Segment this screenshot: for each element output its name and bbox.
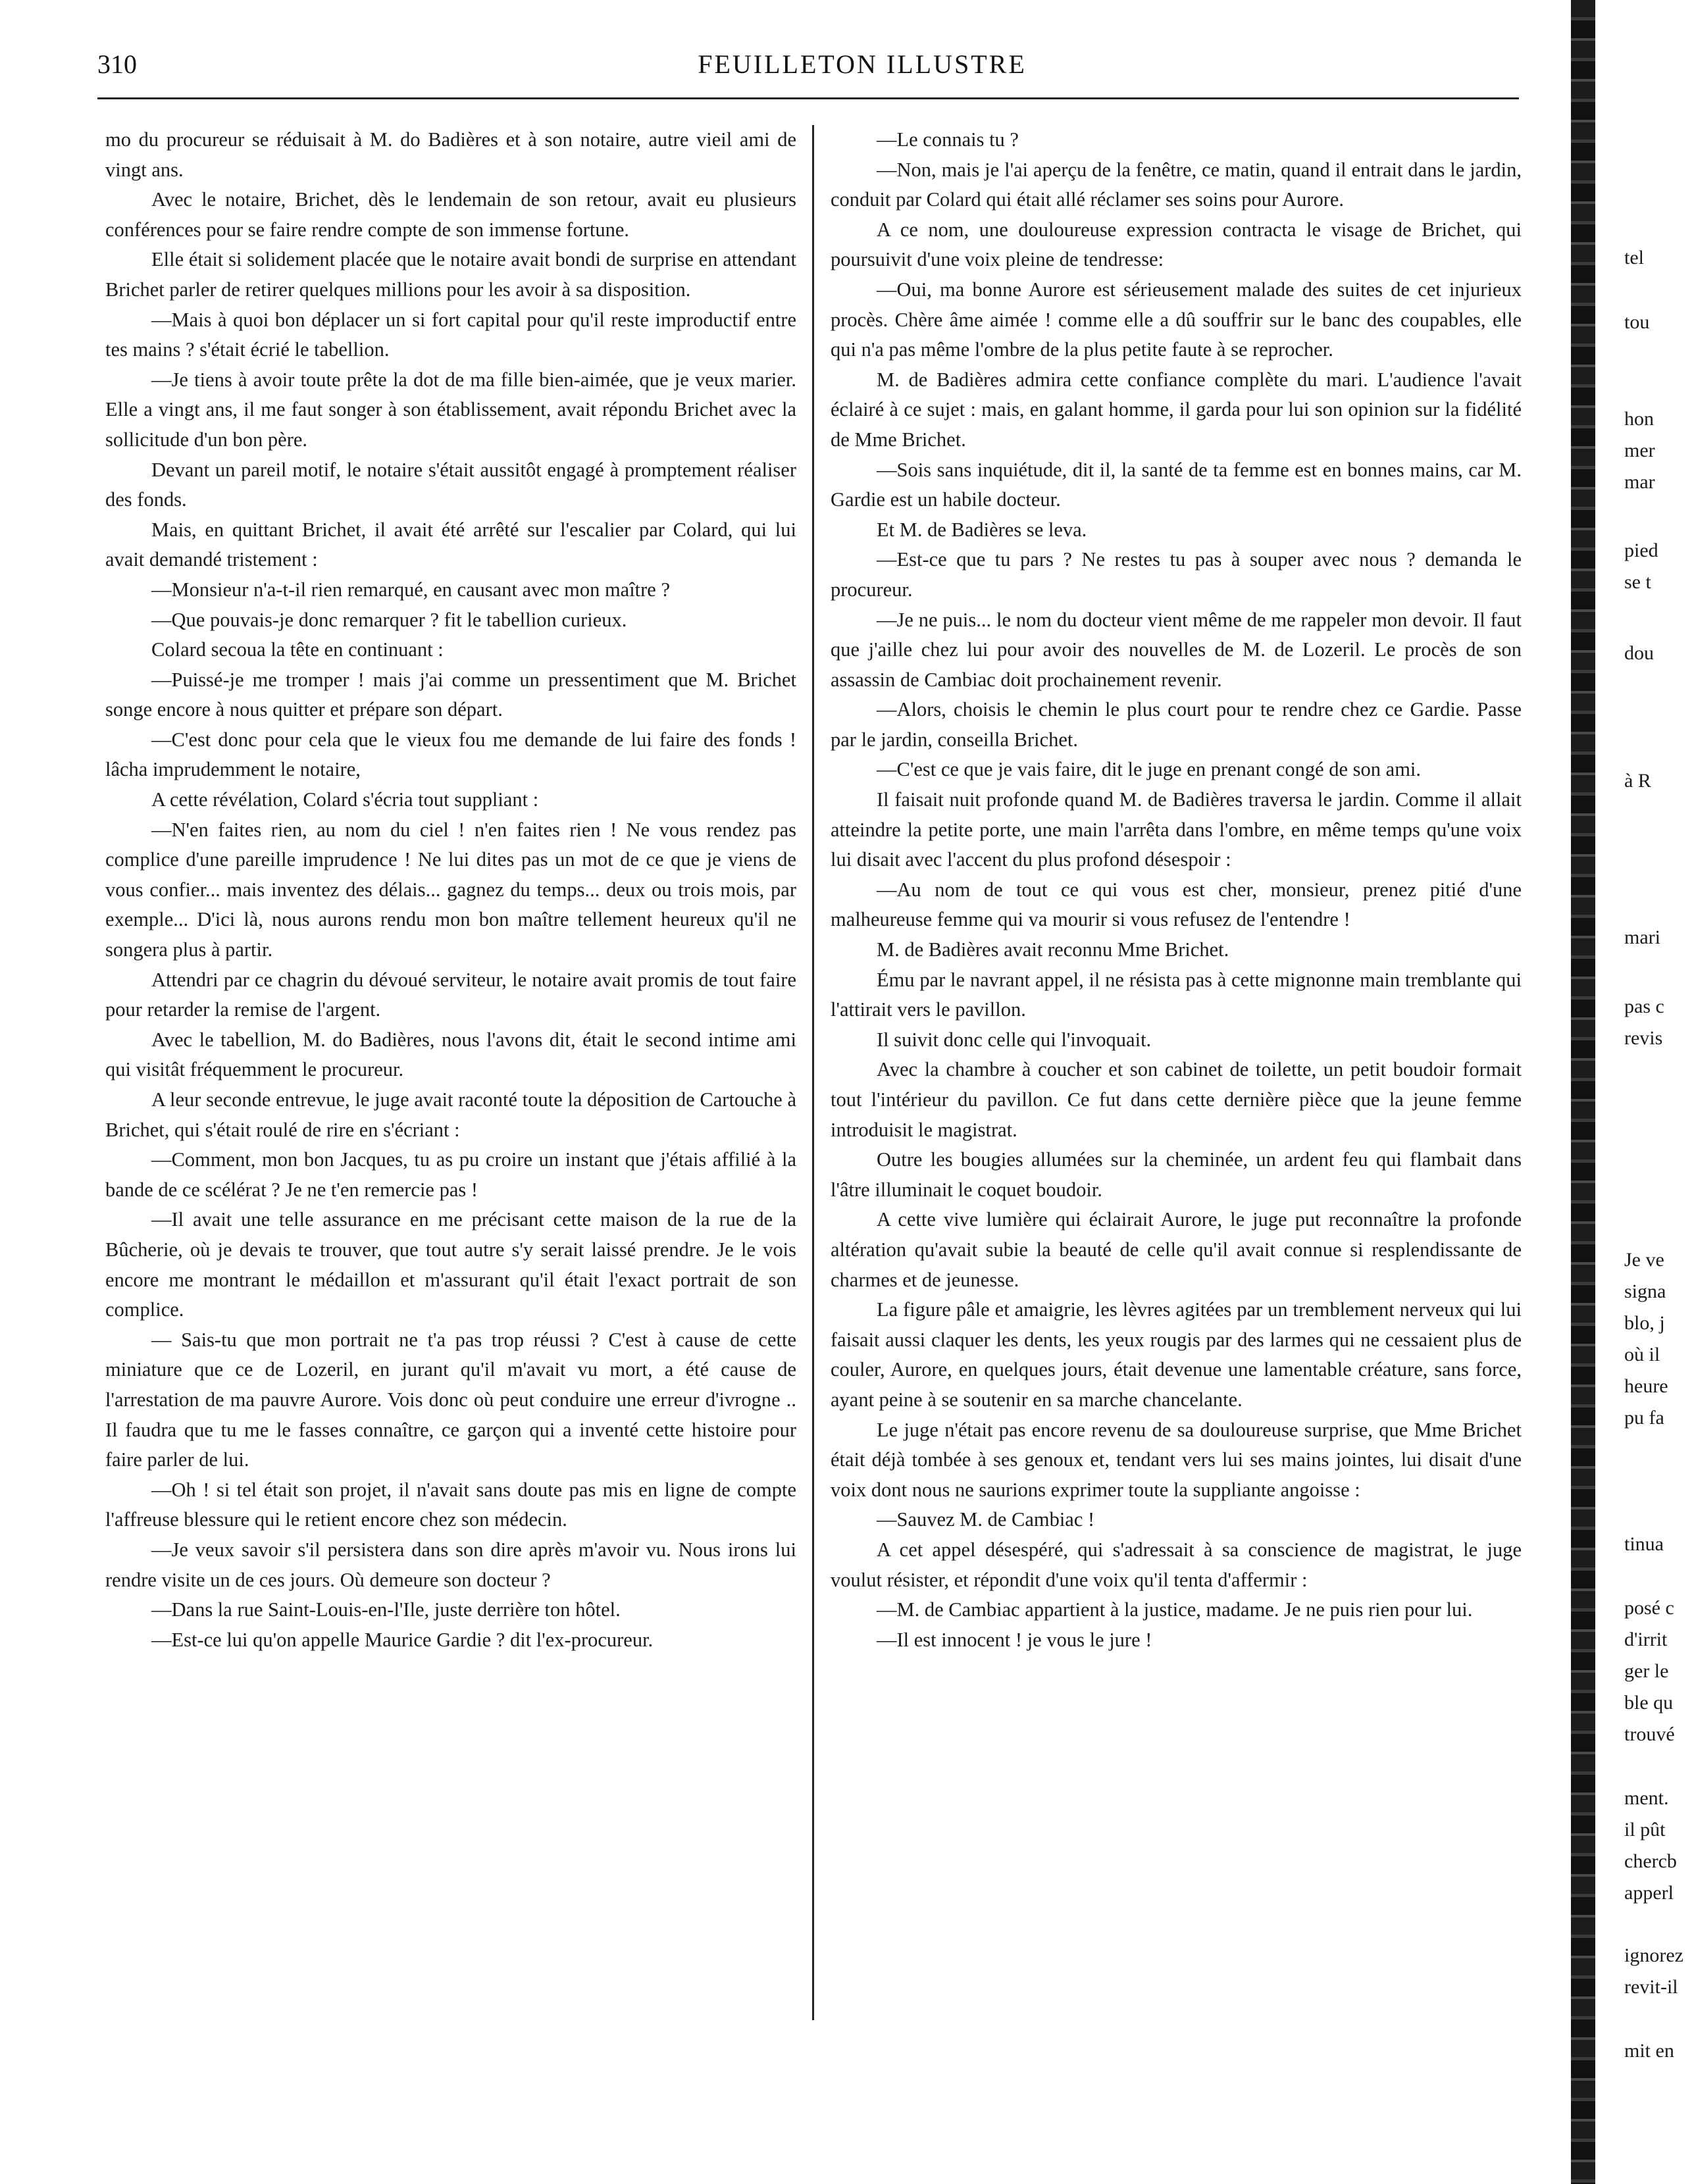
next-page-fragment: dou: [1624, 642, 1654, 664]
next-page-fragment: se t: [1624, 571, 1651, 593]
page-number: 310: [97, 49, 137, 79]
paragraph: —Je tiens à avoir toute prête la dot de ma fille bien-aimée, que je veux marier. Elle a vingt ans, il me faut songer à son établissement, avait répondu Brichet avec la sollicitude d'un bon père.: [105, 368, 796, 451]
paragraph: Il suivit donc celle qui l'invoquait.: [877, 1028, 1152, 1051]
next-page-fragment: d'irrit: [1624, 1629, 1668, 1650]
paragraph: Devant un pareil motif, le notaire s'était aussitôt engagé à promptement réaliser des fonds.: [105, 458, 796, 511]
next-page-fragment: trouvé: [1624, 1723, 1675, 1745]
paragraph: —Le connais tu ?: [877, 128, 1019, 151]
next-page-fragment: apperl: [1624, 1882, 1674, 1904]
paragraph: —Je veux savoir s'il persistera dans son dire après m'avoir vu. Nous irons lui rendre visite un de ces jours. Où demeure son docteur ?: [105, 1538, 796, 1591]
right-column: [831, 125, 1522, 2165]
next-page-fragment: mar: [1624, 471, 1655, 493]
next-page-fragment: blo, j: [1624, 1312, 1665, 1334]
paragraph: —Que pouvais-je donc remarquer ? fit le tabellion curieux.: [151, 608, 627, 631]
next-page-fragment: mer: [1624, 440, 1655, 461]
paragraph: Et M. de Badières se leva.: [877, 518, 1087, 541]
paragraph: —Dans la rue Saint-Louis-en-l'Ile, juste derrière ton hôtel.: [151, 1598, 621, 1621]
column-divider: [812, 125, 814, 2020]
paragraph: Ému par le navrant appel, il ne résista pas à cette mignonne main tremblante qui l'attirait vers le pavillon.: [831, 968, 1522, 1021]
paragraph: —Je ne puis... le nom du docteur vient même de me rappeler mon devoir. Il faut que j'aille chez lui pour avoir des nouvelles de M. de Lozeril. Le procès de son assassin de Cambiac doit prochainement revenir.: [831, 608, 1522, 691]
paragraph: —Oui, ma bonne Aurore est sérieusement malade des suites de cet injurieux procès. Chère âme aimée ! comme elle a dû souffrir sur le banc des coupables, elle qui n'a pas même l'ombre de la plus petite faute à se reprocher.: [831, 278, 1522, 361]
paragraph: M. de Badières avait reconnu Mme Brichet.: [877, 938, 1229, 961]
paragraph: Le juge n'était pas encore revenu de sa douloureuse surprise, que Mme Brichet était déjà tombée à ses genoux et, tendant vers lui ses mains jointes, lui disait d'une voix dont nous ne saurions exprimer toute la suppliante angoisse :: [831, 1418, 1522, 1501]
paragraph: A cette révélation, Colard s'écria tout suppliant :: [151, 788, 539, 811]
next-page-fragment: signa: [1624, 1281, 1666, 1302]
paragraph: Outre les bougies allumées sur la cheminée, un ardent feu qui flambait dans l'âtre illuminait le coquet boudoir.: [831, 1148, 1522, 1201]
paragraph: —Mais à quoi bon déplacer un si fort capital pour qu'il reste improductif entre tes mains ? s'était écrié le tabellion.: [105, 308, 796, 361]
paragraph: —Oh ! si tel était son projet, il n'avait sans doute pas mis en ligne de compte l'affreuse blessure qui le retient encore chez son médecin.: [105, 1478, 796, 1531]
next-page-fragment: mit en: [1624, 2040, 1674, 2062]
paragraph: —C'est donc pour cela que le vieux fou me demande de lui faire des fonds ! lâcha imprudemment le notaire,: [105, 728, 796, 781]
paragraph: —Sauvez M. de Cambiac !: [877, 1508, 1095, 1531]
paragraph: —N'en faites rien, au nom du ciel ! n'en faites rien ! Ne vous rendez pas complice d'une pareille imprudence ! Ne lui dites pas un mot de ce que je viens de vous confier... mais inventez des délais... gagnez du temps... deux ou trois mois, par exemple... D'ici là, nous aurons rendu mon bon maître tellement heureux qu'il ne songera plus à partir.: [105, 818, 796, 961]
paragraph: —Est-ce lui qu'on appelle Maurice Gardie ? dit l'ex-procureur.: [151, 1628, 654, 1651]
next-page-fragment: tinua: [1624, 1533, 1664, 1555]
paragraph: A leur seconde entrevue, le juge avait raconté toute la déposition de Cartouche à Brichet, qui s'était roulé de rire en s'écriant :: [105, 1088, 796, 1141]
binding-edge: [1571, 0, 1595, 2184]
paragraph: —Non, mais je l'ai aperçu de la fenêtre, ce matin, quand il entrait dans le jardin, conduit par Colard qui était allé réclamer ses soins pour Aurore.: [831, 158, 1522, 211]
paragraph: Attendri par ce chagrin du dévoué serviteur, le notaire avait promis de tout faire pour retarder la remise de l'argent.: [105, 968, 796, 1021]
paragraph: Il faisait nuit profonde quand M. de Badières traversa le jardin. Comme il allait atteindre la petite porte, une main l'arrêta dans l'ombre, en même temps qu'une voix lui disait avec l'accent du plus profond désespoir :: [831, 788, 1522, 871]
next-page-fragment: ignorez: [1624, 1944, 1683, 1966]
left-column: [105, 125, 796, 2165]
running-title: FEUILLETON ILLUSTRE: [698, 49, 1027, 79]
next-page-fragment: mari: [1624, 927, 1660, 948]
paragraph: A ce nom, une douloureuse expression contracta le visage de Brichet, qui poursuivit d'une voix pleine de tendresse:: [831, 218, 1522, 271]
paragraph: —Comment, mon bon Jacques, tu as pu croire un instant que j'étais affilié à la bande de ce scélérat ? Je ne t'en remercie pas !: [105, 1148, 796, 1201]
paragraph: —Il avait une telle assurance en me précisant cette maison de la rue de la Bûcherie, où je devais te trouver, que tout autre s'y serait laissé prendre. Je le vois encore me montrant le médaillon et m'assurant qu'il était l'exact portrait de son complice.: [105, 1208, 796, 1321]
next-page-fragment: ble qu: [1624, 1692, 1674, 1714]
paragraph: mo du procureur se réduisait à M. do Badières et à son notaire, autre vieil ami de vingt ans.: [105, 128, 796, 181]
paragraph: —Est-ce que tu pars ? Ne restes tu pas à souper avec nous ? demanda le procureur.: [831, 548, 1522, 601]
next-page-fragment: heure: [1624, 1375, 1668, 1397]
header-rule: [97, 97, 1519, 99]
paragraph: Avec le notaire, Brichet, dès le lendemain de son retour, avait eu plusieurs conférences pour se faire rendre compte de son immense fortune.: [105, 188, 796, 241]
paragraph: —M. de Cambiac appartient à la justice, madame. Je ne puis rien pour lui.: [877, 1598, 1473, 1621]
paragraph: Colard secoua la tête en continuant :: [151, 638, 444, 661]
next-page-fragment: Je ve: [1624, 1249, 1664, 1271]
next-page-fragment: tou: [1624, 311, 1650, 333]
next-page-fragment: posé c: [1624, 1597, 1674, 1619]
paragraph: Elle était si solidement placée que le notaire avait bondi de surprise en attendant Brichet parler de retirer quelques millions pour les avoir à sa disposition.: [105, 248, 796, 301]
next-page-fragment: pas c: [1624, 996, 1664, 1017]
next-page-fragment: ment.: [1624, 1787, 1669, 1809]
next-page-fragment: à R: [1624, 770, 1651, 792]
next-page-fragment: hon: [1624, 408, 1654, 430]
paragraph: — Sais-tu que mon portrait ne t'a pas trop réussi ? C'est à cause de cette miniature que ce de Lozeril, en jurant qu'il m'avait vu mort, a été cause de l'arrestation de ma pauvre Aurore. Vois donc où peut conduire une erreur d'ivrogne .. Il faudra que tu me le fasses connaître, ce garçon qui a inventé cette histoire pour faire parler de lui.: [105, 1328, 796, 1471]
paragraph: —Monsieur n'a-t-il rien remarqué, en causant avec mon maître ?: [151, 578, 671, 601]
next-page-fragment: revis: [1624, 1027, 1663, 1049]
next-page-fragment: où il: [1624, 1344, 1660, 1365]
paragraph: Avec la chambre à coucher et son cabinet de toilette, un petit boudoir formait tout l'intérieur du pavillon. Ce fut dans cette dernière pièce que la jeune femme introduisit le magistrat.: [831, 1058, 1522, 1141]
paragraph: M. de Badières admira cette confiance complète du mari. L'audience l'avait éclairé à ce sujet : mais, en galant homme, il garda pour lui son opinion sur la fidélité de Mme Brichet.: [831, 368, 1522, 451]
paragraph: Avec le tabellion, M. do Badières, nous l'avons dit, était le second intime ami qui visitât fréquemment le procureur.: [105, 1028, 796, 1081]
paragraph: A cet appel désespéré, qui s'adressait à sa conscience de magistrat, le juge voulut résister, et répondit d'une voix qu'il tenta d'affermir :: [831, 1538, 1522, 1591]
next-page-fragment: tel: [1624, 247, 1644, 268]
next-page-fragment: ger le: [1624, 1660, 1669, 1682]
paragraph: —Sois sans inquiétude, dit il, la santé de ta femme est en bonnes mains, car M. Gardie est un habile docteur.: [831, 458, 1522, 511]
next-page-fragment: il pût: [1624, 1819, 1666, 1841]
paragraph: A cette vive lumière qui éclairait Aurore, le juge put reconnaître la profonde altération qu'avait subie la beauté de celle qu'il avait connue si resplendissante de charmes et de jeunesse.: [831, 1208, 1522, 1291]
paragraph: —Puissé-je me tromper ! mais j'ai comme un pressentiment que M. Brichet songe encore à nous quitter et prépare son départ.: [105, 668, 796, 721]
paragraph: —Il est innocent ! je vous le jure !: [877, 1628, 1152, 1651]
paragraph: —C'est ce que je vais faire, dit le juge en prenant congé de son ami.: [877, 758, 1422, 781]
next-page-fragment: pied: [1624, 540, 1658, 561]
next-page-fragment: revit-il: [1624, 1976, 1678, 1998]
paragraph: —Alors, choisis le chemin le plus court pour te rendre chez ce Gardie. Passe par le jardin, conseilla Brichet.: [831, 698, 1522, 751]
next-page-margin: [1595, 0, 1694, 2184]
paragraph: Mais, en quittant Brichet, il avait été arrêté sur l'escalier par Colard, qui lui avait demandé tristement :: [105, 518, 796, 571]
next-page-fragment: pu fa: [1624, 1407, 1664, 1429]
paragraph: La figure pâle et amaigrie, les lèvres agitées par un tremblement nerveux qui lui faisait aussi claquer les dents, les yeux rougis par des larmes qui ne cessaient plus de couler, Aurore, en quelques jours, était devenue une lamentable créature, sans force, ayant peine à se soutenir en sa marche chancelante.: [831, 1298, 1522, 1411]
next-page-fragment: chercb: [1624, 1850, 1677, 1872]
paragraph: —Au nom de tout ce qui vous est cher, monsieur, prenez pitié d'une malheureuse femme qui va mourir si vous refusez de l'entendre !: [831, 878, 1522, 931]
